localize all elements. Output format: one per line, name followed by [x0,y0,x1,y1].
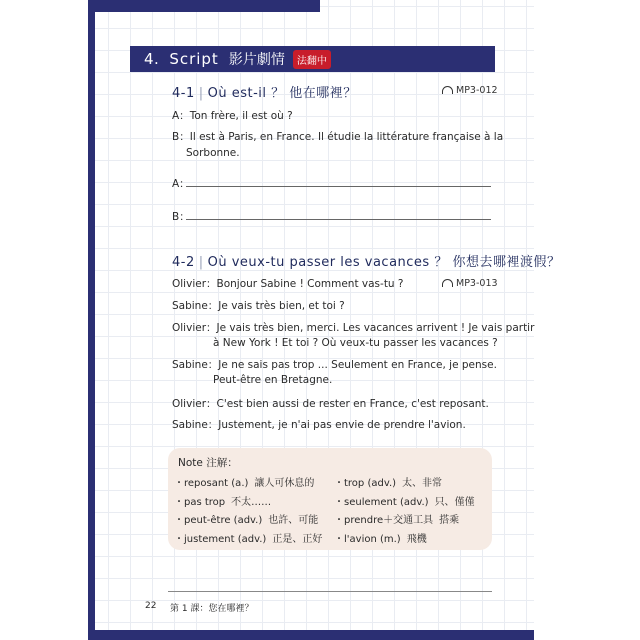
dialogue-line [186,147,240,159]
dialogue-text: Sorbonne. [186,147,240,159]
subsection-question: Où est-il ？ 他在哪裡？ [207,86,357,101]
lesson-title: 第 1 課：您在哪裡？ [170,604,254,614]
subsection-number: 4-2 [172,255,195,270]
subsection-title [172,251,560,270]
note-item [334,493,475,508]
note-item [174,511,318,526]
note-term: ・justement (adv.) [174,534,267,545]
headphones-icon [442,86,453,94]
dialogue-text: Bonjour Sabine ! Comment vas-tu ? [216,278,404,290]
speaker: Sabine： [172,359,219,371]
dialogue-line [172,320,534,335]
footer-rule [168,591,492,592]
note-item [174,530,322,545]
subsection-number: 4-1 [172,86,195,101]
note-meaning: 太、非常 [402,478,443,489]
speaker: A： [172,110,190,122]
note-meaning: 搭乘 [439,515,460,526]
page-edge-left [88,0,95,640]
speaker: Sabine： [172,419,219,431]
note-meaning: 飛機 [406,534,427,545]
dialogue-line [172,108,293,123]
note-meaning: 讓人可休息的 [254,478,315,489]
speaker: Olivier： [172,322,217,334]
separator: | [198,86,204,101]
page-number: 22 [145,601,157,611]
section-header [130,46,495,72]
audio-track[interactable] [442,278,498,289]
dialogue-line [213,337,498,349]
dialogue-text: Il est à Paris, en France. Il étudie la littérature française à la [189,131,504,143]
dialogue-text: Je vais très bien, et toi ? [218,300,345,312]
note-box [168,448,492,550]
page-edge-top [88,0,320,12]
speaker: Olivier： [172,278,217,290]
dialogue-line [172,276,404,291]
note-term: ・l'avion (m.) [334,534,401,545]
answer-blank[interactable] [186,219,491,220]
blank-label: A： [172,178,190,190]
dialogue-line [213,374,332,386]
dialogue-text: Je ne sais pas trop ... Seulement en France, je pense. [218,359,497,371]
section-number: 4. [144,50,160,68]
dialogue-text: Ton frère, il est où ? [189,110,293,122]
note-term: ・peut-être (adv.) [174,515,263,526]
speaker: B： [172,131,190,143]
note-item [334,530,427,545]
note-meaning: 也許、可能 [268,515,319,526]
dialogue-line [172,357,497,372]
audio-label: MP3-012 [456,85,498,96]
note-item [174,474,314,489]
speaker: Sabine： [172,300,219,312]
separator: | [198,255,204,270]
speaker: Olivier： [172,398,217,410]
note-item [334,474,442,489]
note-term: ・trop (adv.) [334,478,397,489]
dialogue-line [172,129,503,144]
answer-blank[interactable] [186,186,491,187]
note-meaning: 只、僅僅 [434,497,475,508]
note-title: Note 注解： [178,457,238,469]
headphones-icon [442,279,453,287]
dialogue-text: C'est bien aussi de rester en France, c'est reposant. [216,398,489,410]
dialogue-line [172,417,466,432]
dialogue-text: Peut-être en Bretagne. [213,374,333,386]
dialogue-text: Justement, je n'ai pas envie de prendre l'avion. [218,419,466,431]
section-title-zh: 影片劇情 [228,52,285,68]
note-term: ・prendre＋交通工具 [334,515,434,526]
blank-label: B： [172,211,190,223]
note-term: ・seulement (adv.) [334,497,429,508]
note-item [334,511,459,526]
audio-label: MP3-013 [456,278,498,289]
subsection-title [172,82,357,101]
dialogue-line [172,298,345,313]
dialogue-text: Je vais très bien, merci. Les vacances arrivent ! Je vais partir [216,322,535,334]
page-edge-bottom [88,630,534,640]
note-item [174,493,271,508]
dialogue-text: à New York ! Et toi ? Où veux-tu passer les vacances ? [213,337,498,349]
note-term: ・reposant (a.) [174,478,249,489]
dialogue-line [172,396,489,411]
subsection-question: Où veux-tu passer les vacances ？ 你想去哪裡渡假？ [207,255,561,270]
note-term: ・pas trop [174,497,226,508]
translation-badge: 法翻中 [293,50,331,69]
audio-track[interactable] [442,85,498,96]
note-meaning: 不太…… [231,497,272,508]
section-title: Script [169,50,219,68]
note-meaning: 正是、正好 [272,534,323,545]
